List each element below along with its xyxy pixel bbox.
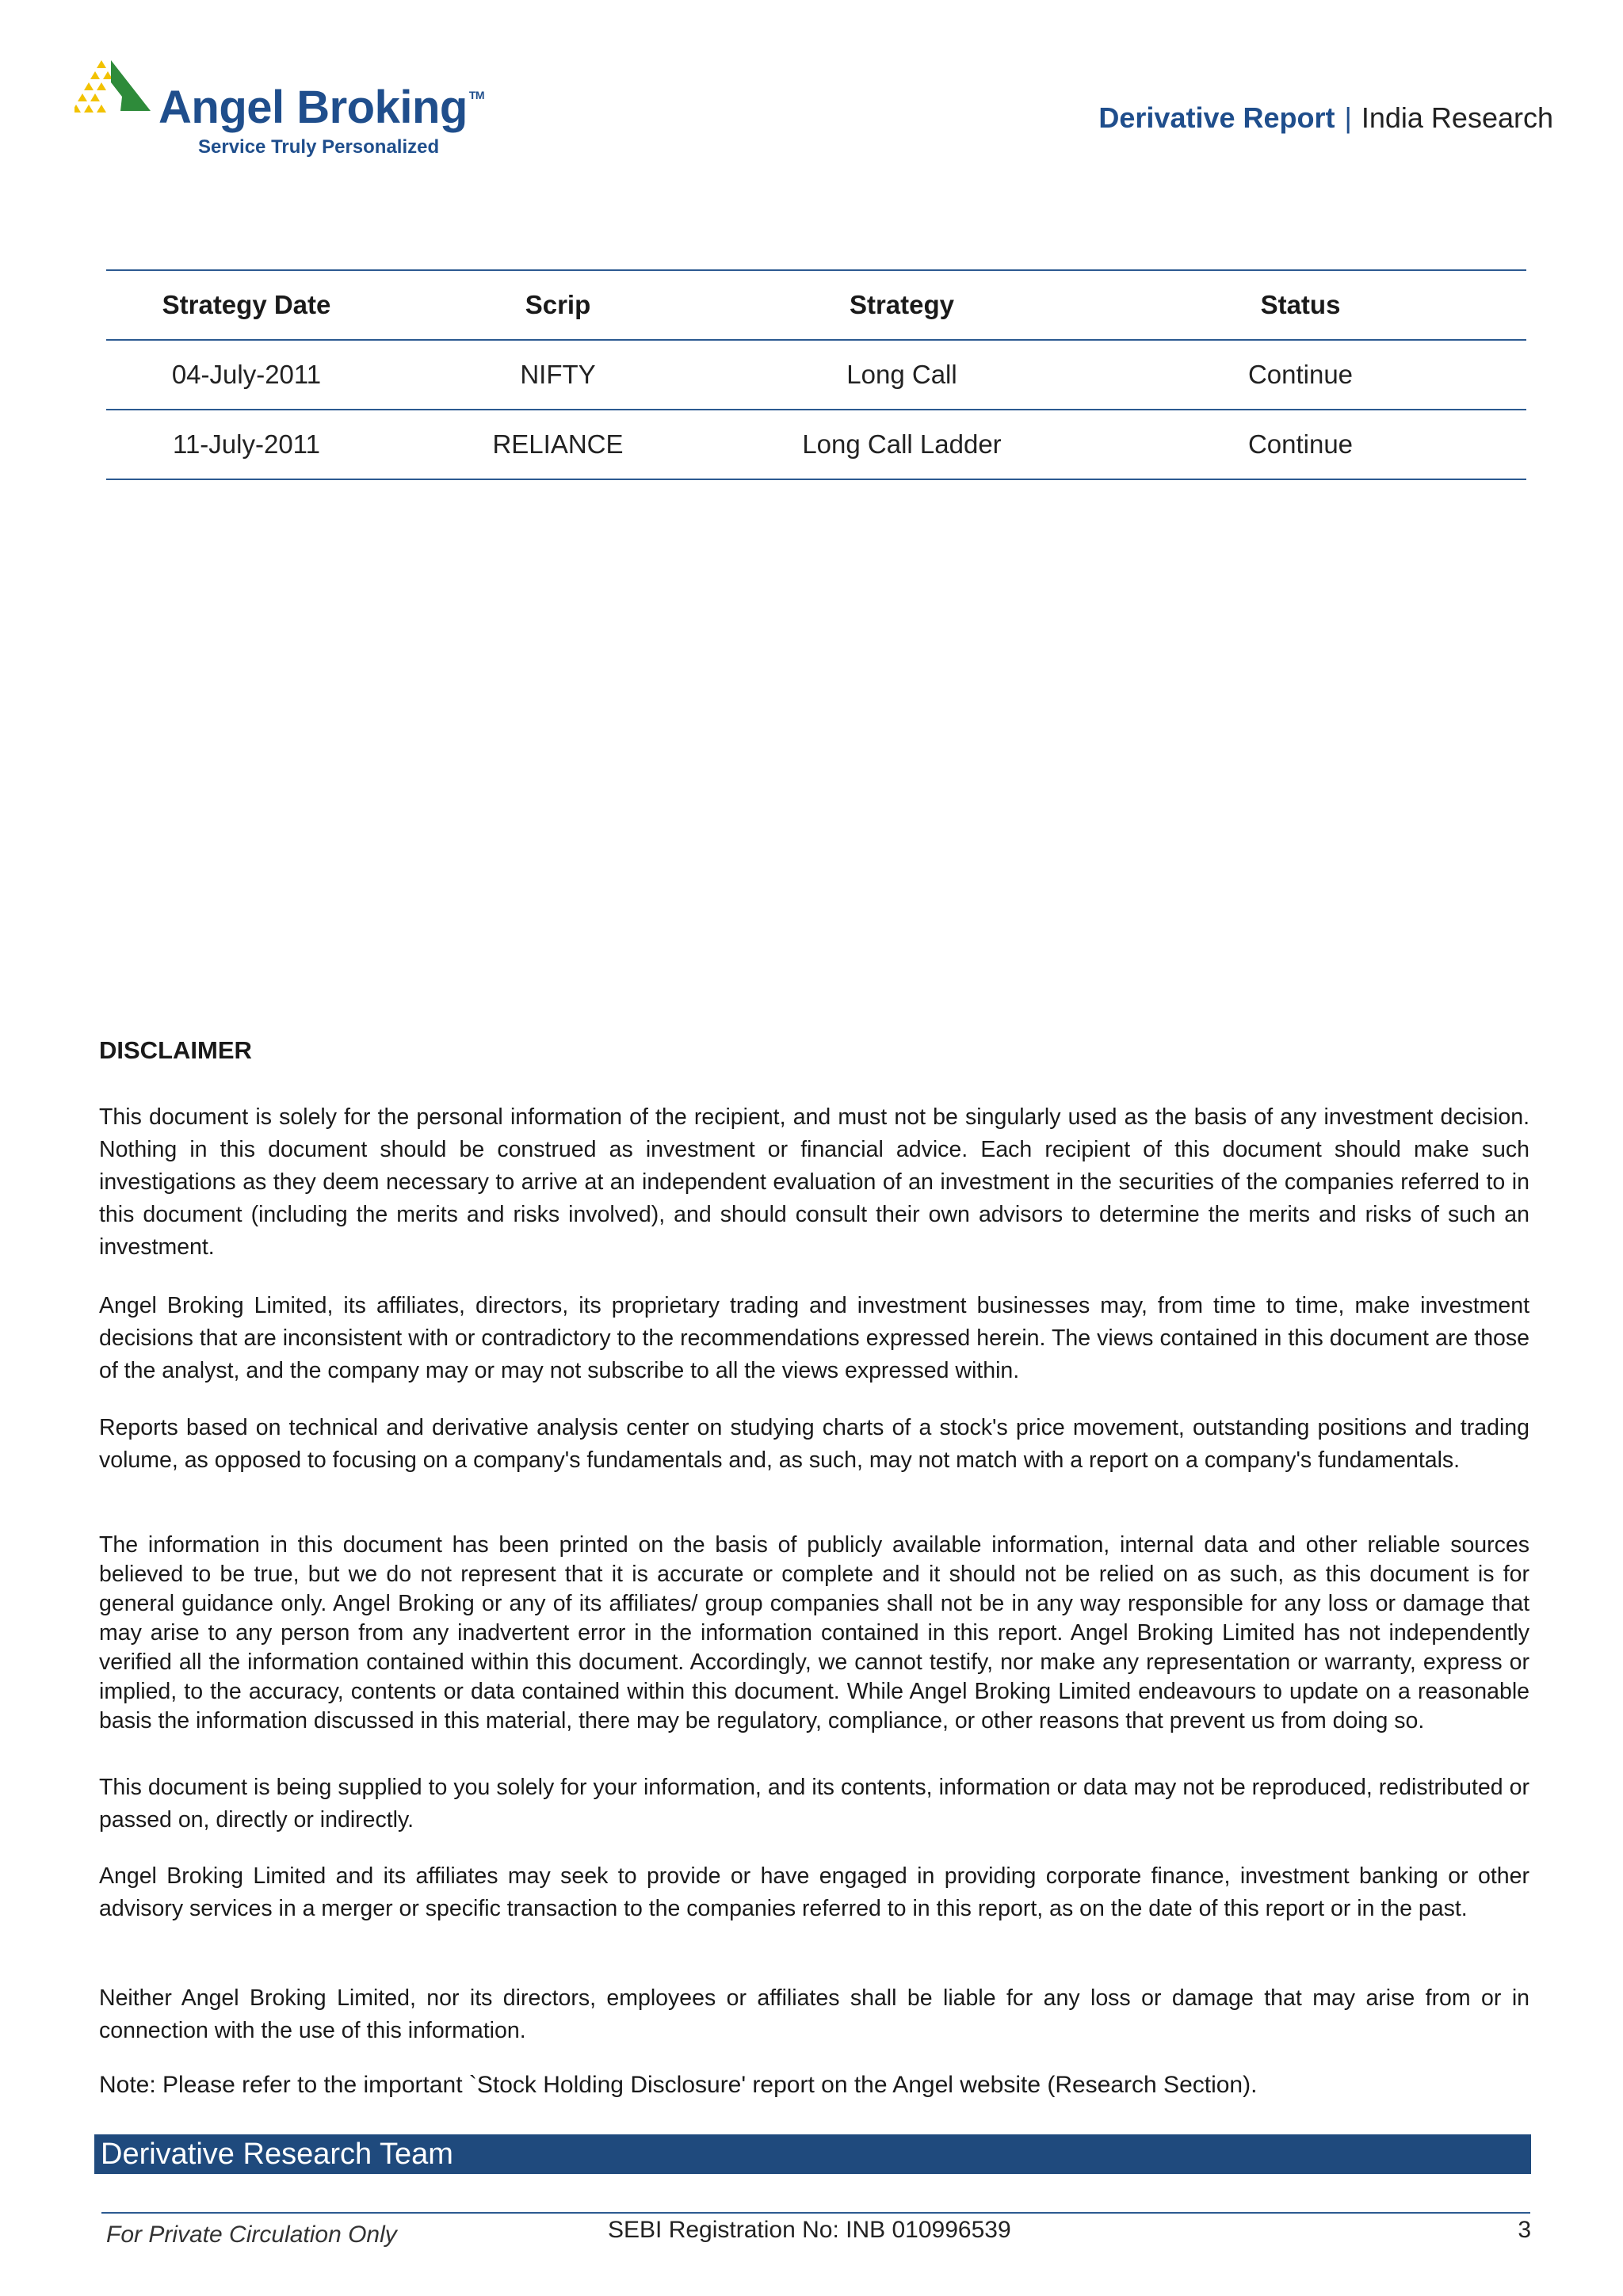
report-section: India Research	[1361, 101, 1553, 134]
column-header-strategy: Strategy	[729, 270, 1075, 340]
column-header-strategy-date: Strategy Date	[106, 270, 387, 340]
cell-strategy-date: 04-July-2011	[106, 340, 387, 410]
footer-circulation: For Private Circulation Only	[106, 2222, 397, 2248]
disclaimer-paragraph: Reports based on technical and derivative analysis center on studying charts of a stock's price movement, outstanding positions and trading volume, as opposed to focusing on a company's fundamentals and, as such, may not match with a report on a company's fundamentals.	[99, 1415, 1529, 1473]
table-row	[106, 410, 1526, 479]
footer-sebi-registration: SEBI Registration No: INB 010996539	[608, 2217, 1011, 2243]
table-header-row	[106, 270, 1526, 340]
disclaimer-paragraph: This document is solely for the personal information of the recipient, and must not be singularly used as the basis of any investment decision. Nothing in this document should be construed as investment or financial advice. Each recipient of this document should make such investigations as they deem necessary to arrive at an independent evaluation of an investment in the securities of the companies referred to in this document (including the merits and risks involved), and should consult their own advisors to determine the merits and risks of such an investment.	[99, 1104, 1529, 1260]
column-header-scrip: Scrip	[387, 270, 729, 340]
angel-triangle-icon	[74, 59, 154, 130]
disclaimer-paragraph: Angel Broking Limited and its affiliates may seek to provide or have engaged in providing corporate finance, investment banking or other advisory services in a merger or specific transaction to the companies referred to in this report, as on the date of this report or in the past.	[99, 1863, 1529, 1921]
disclaimer-paragraph: The information in this document has been printed on the basis of publicly available information, internal data and other reliable sources believed to be true, but we do not represent that it is accurate or complete and it should not be relied on as such, as this document is for general guidance only. Angel Broking or any of its affiliates/ group companies shall not be in any way responsible for any loss or damage that may arise to any person from any inadvertent error in the information contained in this report. Angel Broking Limited has not independently verified all the information contained within this document. Accordingly, we cannot testify, nor make any representation or warranty, express or implied, to the accuracy, contents or data contained within this document. While Angel Broking Limited endeavours to update on a reasonable basis the information discussed in this material, there may be regulatory, compliance, or other reasons that prevent us from doing so.	[99, 1532, 1529, 1733]
disclaimer-paragraph: Neither Angel Broking Limited, nor its directors, employees or affiliates shall be liable for any loss or damage that may arise from or in connection with the use of this information.	[99, 1985, 1529, 2043]
disclaimer-paragraph: This document is being supplied to you solely for your information, and its contents, information or data may not be reproduced, redistributed or passed on, directly or indirectly.	[99, 1775, 1529, 1833]
disclaimer-paragraph: Angel Broking Limited, its affiliates, directors, its proprietary trading and investment businesses may, from time to time, make investment decisions that are inconsistent with or contradictory to the recommendations expressed herein. The views contained in this document are those of the analyst, and the company may or may not subscribe to all the views expressed within.	[99, 1293, 1529, 1383]
cell-strategy-date: 11-July-2011	[106, 410, 387, 479]
brand-name: Angel Broking ™	[158, 82, 485, 133]
disclosure-note: Note: Please refer to the important `Stock Holding Disclosure' report on the Angel website (Research Section).	[99, 2072, 1258, 2098]
cell-scrip: RELIANCE	[387, 410, 729, 479]
research-team-bar: Derivative Research Team	[94, 2134, 1531, 2174]
footer-divider	[101, 2212, 1530, 2214]
column-header-status: Status	[1075, 270, 1526, 340]
strategy-table	[106, 269, 1526, 480]
heading-separator: |	[1344, 101, 1352, 134]
cell-status: Continue	[1075, 410, 1526, 479]
page-number: 3	[1518, 2217, 1531, 2243]
table-row	[106, 340, 1526, 410]
cell-status: Continue	[1075, 340, 1526, 410]
cell-strategy: Long Call Ladder	[729, 410, 1075, 479]
cell-scrip: NIFTY	[387, 340, 729, 410]
report-heading	[1098, 101, 1553, 135]
report-type: Derivative Report	[1098, 101, 1335, 134]
brand-logo	[74, 59, 485, 162]
disclaimer-title: DISCLAIMER	[99, 1036, 252, 1064]
brand-tagline: Service Truly Personalized	[198, 136, 440, 158]
cell-strategy: Long Call	[729, 340, 1075, 410]
